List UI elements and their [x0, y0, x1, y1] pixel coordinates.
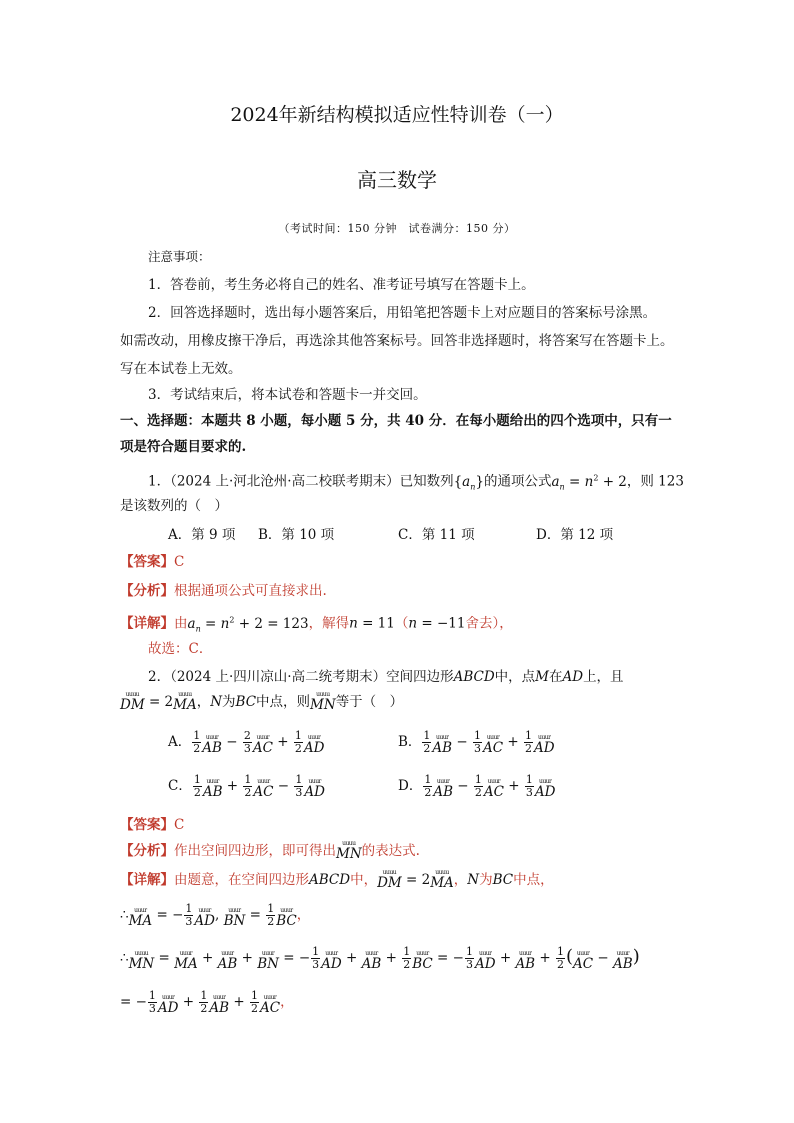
q2-derivation-step-2: ∴ uuuu MN = uuur MA + uuur AB + uuur BN = − $\frac{1}{3}$ uuur AD + uuur AB + $\frac{1}{2}$ uuur BC = − $\frac{1}{3}$ uuur AD + uuur AB + $\frac{1}{2}$ ( uuur AC − uuur AB ): [120, 945, 640, 972]
question-2-stem: 2．（2024 上·四川凉山·高二统考期末）空间四边形ABCD中，点M在AD上，且: [148, 669, 624, 685]
q2-derivation-step-1: ∴ uuur MA = − $\frac{1}{3}$ uuur AD , uuur BN = $\frac{1}{2}$ uuur BC ，: [120, 902, 311, 929]
notice-heading: 注意事项：: [148, 249, 211, 264]
notice-item-3: 3．考试结束后，将本试卷和答题卡一并交回。: [148, 387, 427, 403]
question-2-stem-line-2: uuuu DM = 2 uuuu MA ，N为BC中点，则 uuuu MN 等于（ ）: [120, 691, 404, 713]
q2-answer: 【答案】C: [120, 817, 185, 833]
q2-option-a: A． $\frac{1}{2}$ uuur AB − $\frac{2}{3}$ uuur AC + $\frac{1}{2}$ uuur AD: [168, 729, 325, 756]
question-1-number: 1．: [148, 473, 171, 490]
question-2-source: （2024 上·四川凉山·高二统考期末）: [170, 669, 387, 685]
section-1-heading-line-1: 一、选择题：本题共 8 小题，每小题 5 分，共 40 分．在每小题给出的四个选项中，只有一: [120, 413, 672, 429]
q1-detail: 【详解】由$a_n = n^2 + 2 = 123$，解得n = 11（n = −11舍去），: [120, 615, 513, 634]
q2-detail: 【详解】由题意，在空间四边形ABCD中， uuuu DM = 2 uuuu MA ，N为BC中点，: [120, 869, 554, 891]
q1-analysis: 【分析】根据通项公式可直接求出.: [120, 583, 327, 599]
q2-option-b: B． $\frac{1}{2}$ uuur AB − $\frac{1}{3}$ uuur AC + $\frac{1}{2}$ uuur AD: [398, 729, 555, 756]
section-1-heading-line-2: 项是符合题目要求的.: [120, 439, 247, 455]
notice-item-2-line-3: 写在本试卷上无效。: [120, 361, 242, 377]
q1-conclusion: 故选：C．: [148, 641, 213, 657]
q2-analysis: 【分析】作出空间四边形，即可得出 uuuu MN 的表达式.: [120, 840, 420, 862]
q1-option-b: B．第 10 项: [258, 527, 335, 543]
q2-derivation-step-3: = − $\frac{1}{3}$ uuur AD + $\frac{1}{2}$ uuur AB + $\frac{1}{2}$ uuur AC ，: [120, 989, 294, 1016]
sequence-notation: $\{a_n\}$: [453, 473, 484, 492]
exam-subtitle: 高三数学: [357, 168, 437, 192]
question-1-stem-line-2: 是该数列的（ ）: [120, 498, 228, 514]
q1-option-c: C．第 11 项: [398, 527, 475, 543]
exam-title: 2024年新结构模拟适应性特训卷（一）: [230, 104, 564, 126]
notice-item-2-line-2: 如需改动，用橡皮擦干净后，再选涂其他答案标号。回答非选择题时，将答案写在答题卡上。: [120, 333, 674, 349]
q2-option-c: C． $\frac{1}{2}$ uuur AB + $\frac{1}{2}$ uuur AC − $\frac{1}{3}$ uuur AD: [168, 773, 325, 800]
q2-option-d: D． $\frac{1}{2}$ uuur AB − $\frac{1}{2}$ uuur AC + $\frac{1}{3}$ uuur AD: [398, 773, 556, 800]
question-1-source: （2024 上·河北沧州·高二校联考期末）: [170, 473, 400, 490]
q1-option-d: D．第 12 项: [536, 527, 614, 543]
exam-info: （考试时间：150 分钟 试卷满分：150 分）: [278, 222, 516, 235]
q1-option-a: A．第 9 项: [168, 527, 236, 543]
notice-item-2-line-1: 2．回答选择题时，选出每小题答案后，用铅笔把答题卡上对应题目的答案标号涂黑。: [148, 305, 657, 321]
general-term-formula: $a_n = n^2 + 2$: [551, 473, 627, 492]
notice-item-1: 1．答卷前，考生务必将自己的姓名、准考证号填写在答题卡上。: [148, 277, 535, 293]
question-1-stem: 1．（2024 上·河北沧州·高二校联考期末）已知数列$\{a_n\}$的通项公式$a_n = n^2 + 2$，则 123: [148, 473, 684, 492]
question-2-number: 2．: [148, 669, 171, 685]
q1-answer: 【答案】C: [120, 554, 185, 570]
